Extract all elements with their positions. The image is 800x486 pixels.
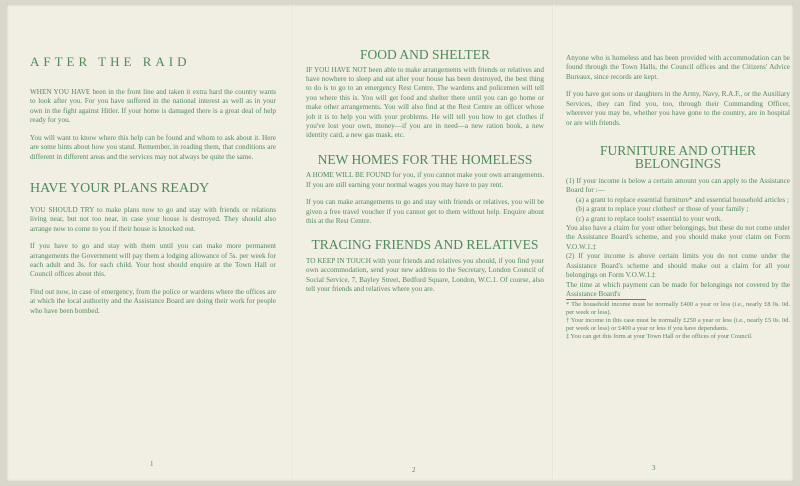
page-number-1: 1: [150, 460, 154, 468]
grant-clothes: (b) a grant to replace your clothes† or those of your family ;: [576, 205, 749, 214]
leaflet-title: AFTER THE RAID: [30, 54, 191, 69]
furniture-heading: FURNITURE AND OTHER BELONGINGS: [599, 142, 756, 172]
tracing-heading: TRACING FRIENDS AND RELATIVES: [311, 237, 539, 253]
homes-heading: NEW HOMES FOR THE HOMELESS: [317, 151, 533, 167]
panel-1: [30, 4, 276, 482]
plans-paragraph-1: YOU SHOULD TRY to make plans now to go and stay with friends or relations living near, but not too near, in case your house is destroyed. They should also arrange now to come to you if their house is knocked out.: [30, 205, 276, 233]
fold-line-right: [552, 4, 554, 482]
plans-heading: HAVE YOUR PLANS READY: [30, 180, 210, 196]
food-paragraph: IF YOU HAVE NOT been able to make arrangements with friends or relatives and have nowhere to sleep and eat after your house has been destroyed, the best thing to do is to go to an emergency Rest Centre. The wardens and policemen will tell you where this is. You will get food and shelter there until you can go home or make other arrangements. You will also find at the Rest Centre an officer whose job it is to help you with your problems. He will tell you how to get clothes if you've lost your own, money—if you are in need—a new ration book, a new identity card, a new gas mask, etc.: [306, 65, 544, 140]
homes-paragraph-1: A HOME WILL BE FOUND for you, if you cannot make your own arrangements. If you are still earning your normal wages you may have to pay rent.: [306, 171, 544, 189]
footnote-3: ‡ You can get this form at your Town Hall or the offices of your Council.: [566, 332, 753, 340]
services-paragraph: If you have got sons or daughters in the Army, Navy, R.A.F., or the Auxiliary Services, they can find you, too, through their Commanding Officer, wherever you may be, whether you have gone to the country, are in hospital or are with friends.: [566, 90, 790, 127]
footnote-rule: [566, 299, 646, 300]
plans-paragraph-3: Find out now, in case of emergency, from the police or wardens where the offices are at which the local authority and the Assistance Board are doing their work for people who have been bombed.: [30, 287, 276, 315]
panel-2: [306, 4, 544, 482]
plans-paragraph-2: If you have to go and stay with them until you can make more permanent arrangements the Government will pay them a lodging allowance of 5s. per week for each adult and 3s. for each child. Your host should enquire at the Town Hall or Council offices about this.: [30, 242, 276, 279]
page-number-2: 2: [412, 466, 416, 474]
furniture-condition-1: (1) If your income is below a certain amount you can apply to the Assistance Board for :—: [566, 176, 790, 195]
payment-time-paragraph: The time at which payment can be made for belongings not covered by the Assistance Board's: [566, 280, 790, 299]
other-belongings-paragraph: You also have a claim for your other belongings, but these do not come under the Assistance Board's scheme, and you should make your claim on Form V.O.W.1.‡: [566, 224, 790, 251]
page-number-3: 3: [652, 464, 656, 472]
leaflet-sheet: [6, 4, 794, 482]
fold-line-left: [292, 4, 294, 482]
furniture-condition-2: (2) If your income is above certain limits you do not come under the Assistance Board's scheme and should make out a claim for all your belongings on Form V.O.W.1.‡: [566, 252, 790, 280]
footnote-2: † Your income in this case must be normally £250 a year or less (i.e., nearly £5 0s. 0d. per week or less) or £400 a year or less if you have dependants.: [566, 317, 790, 332]
panel-3: [566, 4, 790, 482]
food-heading: FOOD AND SHELTER: [359, 47, 491, 62]
grant-tools: (c) a grant to replace tools† essential to your work.: [576, 214, 723, 223]
accommodation-paragraph: Anyone who is homeless and has been provided with accommodation can be found through the Town Halls, the Council offices and the Citizens' Advice Bureaux, since records are kept.: [566, 54, 790, 81]
grant-furniture: (a) a grant to replace essential furniture* and essential household articles ;: [576, 195, 789, 204]
intro-paragraph: WHEN YOU HAVE been in the front line and taken it extra hard the country wants to look after you. For you have suffered in the national interest as well as in your own in the fight against Hitler. If your home is damaged there is a great deal of help ready for you.: [30, 88, 276, 125]
footnote-1: * The household income must be normally £400 a year or less (i.e., nearly £8 0s. 0d. per week or less).: [566, 301, 790, 317]
tracing-paragraph: TO KEEP IN TOUCH with your friends and relatives you should, if you find your own accommodation, send your new address to the Secretary, London Council of Social Service, 7, Bayley Street, Bedford Square, London, W.C.1. Of course, also tell your friends and relatives where you are.: [306, 256, 544, 294]
homes-paragraph-2: If you can make arrangements to go and stay with friends or relatives, you will be given a free travel voucher if you cannot get to them without help. Enquire about this at the Rest Centre.: [306, 198, 544, 226]
intro-paragraph-2: You will want to know where this help can be found and whom to ask about it. Here are some hints about how you stand. Remember, in reading them, that conditions are different in different areas and the services may not always be quite the same.: [30, 133, 276, 161]
